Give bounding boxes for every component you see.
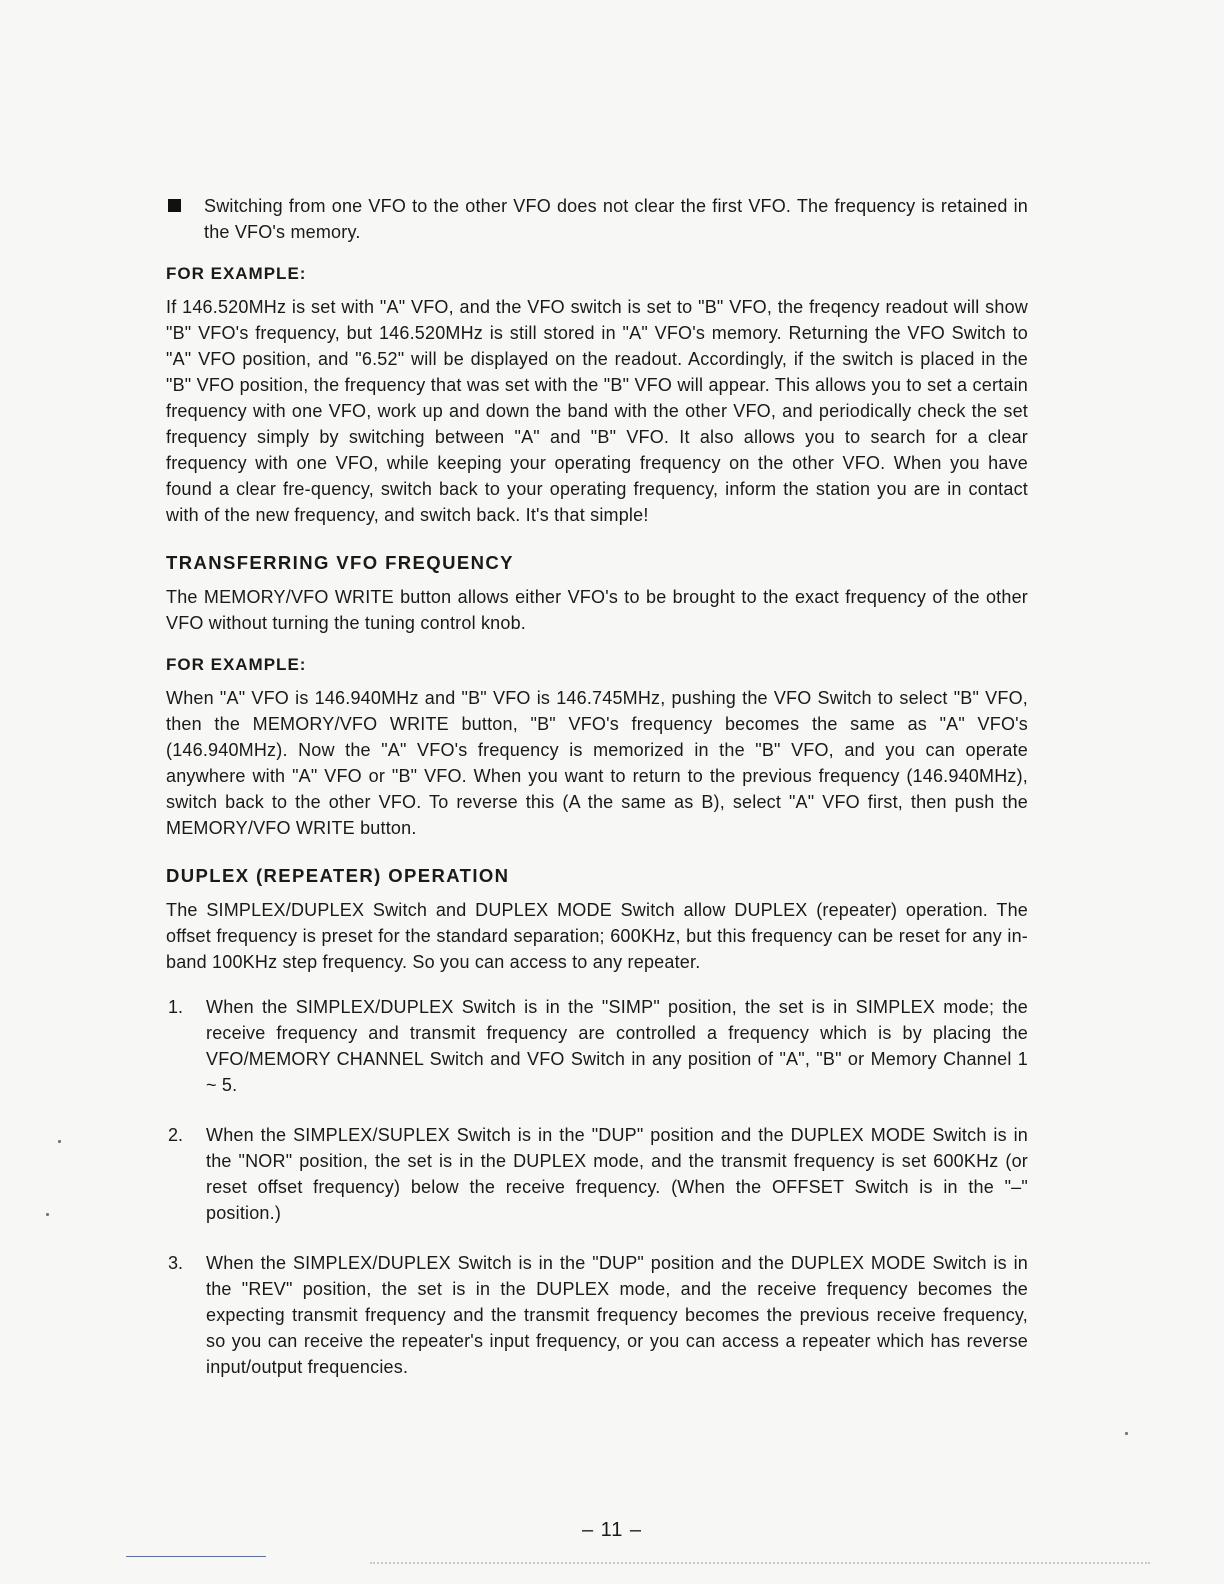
section-heading-duplex: DUPLEX (REPEATER) OPERATION [166,865,510,886]
footer-scan-line [126,1556,266,1557]
duplex-steps-list [166,994,1028,1380]
square-bullet-icon [168,199,181,212]
example-paragraph-2: When "A" VFO is 146.940MHz and "B" VFO is 146.745MHz, pushing the VFO Switch to select "B" VFO, then the MEMORY/VFO WRITE button, "B" VFO's frequency becomes the same as "A" VFO's (146.940MHz). Now the "A" VFO's frequency is memorized in the "B" VFO, and you can operate anywhere with "A" VFO or "B" VFO. When you want to return to the previous frequency (146.940MHz), switch back to the other VFO. To reverse this (A the same as B), select "A" VFO first, then push the MEMORY/VFO WRITE button. [166,688,1028,838]
example-label-1: FOR EXAMPLE: [166,264,307,283]
scan-speck [1125,1432,1128,1435]
list-item-number: 2. [168,1125,184,1145]
bullet-note-text: Switching from one VFO to the other VFO does not clear the first VFO. The frequency is retained in the VFO's memory. [204,196,1028,242]
duplex-paragraph: The SIMPLEX/DUPLEX Switch and DUPLEX MODE Switch allow DUPLEX (repeater) operation. The offset frequency is preset for the standard separation; 600KHz, but this frequency can be reset for any in-band 100KHz step frequency. So you can access to any repeater. [166,900,1028,972]
list-item-number: 3. [168,1253,184,1273]
list-item [166,1250,1028,1380]
page-number: – 11 – [581,1519,643,1541]
list-item-number: 1. [168,997,184,1017]
section-heading-transferring: TRANSFERRING VFO FREQUENCY [166,552,514,573]
list-item-text: When the SIMPLEX/DUPLEX Switch is in the "DUP" position and the DUPLEX MODE Switch is in the "REV" position, the set is in the DUPLEX mode, and the receive frequency becomes the expecting transmit frequency and the transmit frequency becomes the previous receive frequency, so you can receive the repeater's input frequency, or you can access a repeater which has reverse input/output frequencies. [206,1253,1028,1377]
manual-page-content [166,193,1028,1380]
bullet-note [166,193,1028,245]
list-item [166,994,1028,1098]
list-item-text: When the SIMPLEX/DUPLEX Switch is in the "SIMP" position, the set is in SIMPLEX mode; the receive frequency and transmit frequency are controlled a frequency which is by placing the VFO/MEMORY CHANNEL Switch and VFO Switch in any position of "A", "B" or Memory Channel 1 ~ 5. [206,997,1028,1095]
transferring-paragraph: The MEMORY/VFO WRITE button allows either VFO's to be brought to the exact frequency of the other VFO without turning the tuning control knob. [166,587,1028,633]
list-item-text: When the SIMPLEX/SUPLEX Switch is in the "DUP" position and the DUPLEX MODE Switch is in the "NOR" position, the set is in the DUPLEX mode, and the transmit frequency is set 600KHz (or reset offset frequency) below the receive frequency. (When the OFFSET Switch is in the "–" position.) [206,1125,1028,1223]
scan-speck [58,1140,61,1143]
footer-scan-artifact [370,1562,1150,1564]
list-item [166,1122,1028,1226]
example-label-2: FOR EXAMPLE: [166,655,307,674]
example-paragraph-1: If 146.520MHz is set with "A" VFO, and the VFO switch is set to "B" VFO, the freqency readout will show "B" VFO's frequency, but 146.520MHz is still stored in "A" VFO's memory. Returning the VFO Switch to "A" VFO position, and "6.52" will be displayed on the readout. Accordingly, if the switch is placed in the "B" VFO position, the frequency that was set with the "B" VFO will appear. This allows you to set a certain frequency with one VFO, work up and down the band with the other VFO, and periodically check the set frequency simply by switching between "A" and "B" VFO. It also allows you to search for a clear frequency with one VFO, while keeping your operating frequency on the other VFO. When you have found a clear fre-quency, switch back to your operating frequency, inform the station you are in contact with of the new frequency, and switch back. It's that simple! [166,297,1028,525]
scan-speck [46,1213,49,1216]
